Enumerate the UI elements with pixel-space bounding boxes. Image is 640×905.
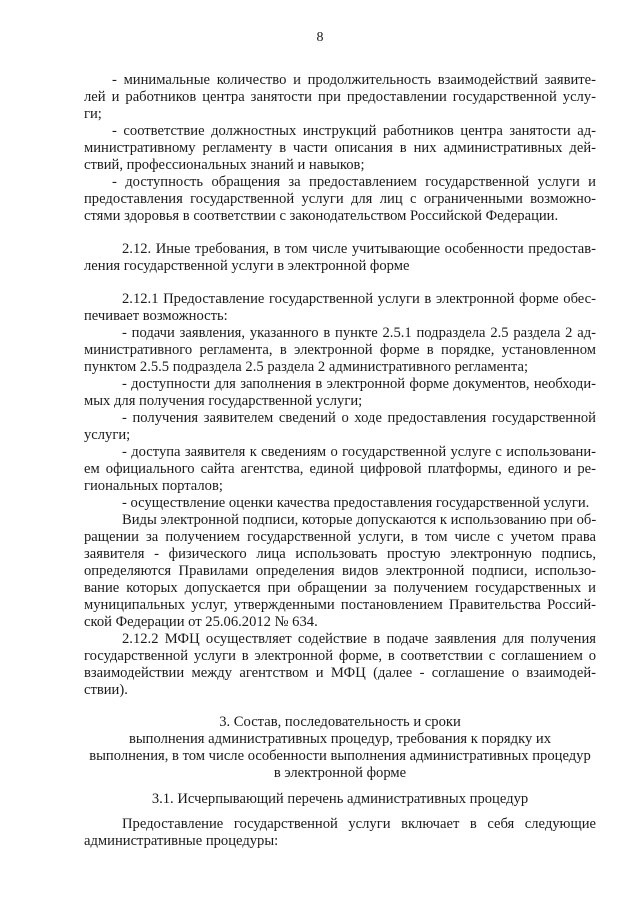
text-line: гиональных порталов; [84, 478, 223, 494]
chapter-heading-line: выполнения, в том числе особенности выполнения административных процедур [89, 748, 591, 764]
text-line: мых для получения государственной услуги; [84, 393, 363, 409]
text-line: - подачи заявления, указанного в пункте 2.5.1 подраздела 2.5 раздела 2 ад- [122, 325, 596, 341]
text-line: ем официального сайта агентства, единой цифровой платформы, единого и ре- [84, 461, 596, 477]
text-line: - осуществление оценки качества предоставления государственной услуги. [122, 495, 590, 511]
text-line: 2.12.1 Предоставление государственной услуги в электронной форме обес- [122, 291, 596, 307]
text-line: ствий, профессиональных знаний и навыков; [84, 157, 365, 173]
text-line: - получения заявителем сведений о ходе предоставления государственной [122, 410, 596, 426]
text-line: - доступности для заполнения в электронной форме документов, необходи- [122, 376, 596, 392]
text-line: стями здоровья в соответствии с законодательством Российской Федерации. [84, 208, 559, 224]
text-line: ствии). [84, 682, 128, 698]
text-line: взаимодействии между агентством и МФЦ (далее - соглашение о взаимодей- [84, 665, 596, 681]
text-line: ращении за получением государственной услуги, в том числе с учетом права [84, 529, 596, 545]
chapter-heading-line: выполнения административных процедур, требования к порядку их [128, 731, 552, 747]
page-number: 8 [316, 30, 324, 45]
text-line: лей и работников центра занятости при предоставлении государственной услу- [84, 89, 596, 105]
text-line: государственной услуги в электронной форме, в соответствии с соглашением о [84, 648, 596, 664]
text-line: министративному регламенту в части описания в них административных дей- [84, 140, 596, 156]
section-heading-line: ления государственной услуги в электронной форме [84, 258, 410, 274]
section-heading-line: 2.12. Иные требования, в том числе учитывающие особенности предостав- [122, 241, 596, 257]
text-line: - соответствие должностных инструкций работников центра занятости ад- [112, 123, 596, 139]
text-line: услуги; [84, 427, 131, 443]
text-line: муниципальных услуг, утвержденными постановлением Правительства Россий- [84, 597, 596, 613]
text-line: министративного регламента, в электронной форме в порядке, установленном [84, 342, 596, 358]
subsection-heading: 3.1. Исчерпывающий перечень административных процедур [151, 791, 529, 807]
text-line: предоставления государственной услуги для лиц с ограниченными возможно- [84, 191, 596, 207]
text-line: ги; [84, 106, 102, 122]
text-line: административные процедуры: [84, 833, 279, 849]
text-line: - доступность обращения за предоставлением государственной услуги и [112, 174, 596, 190]
text-line: заявителя - физического лица использовать простую электронную подпись, [84, 546, 596, 562]
text-line: Виды электронной подписи, которые допускаются к использованию при об- [122, 512, 597, 528]
text-line: вание которых допускается при обращении за получением государственных и [84, 580, 596, 596]
text-line: определяются Правилами определения видов электронной подписи, использо- [84, 563, 596, 579]
chapter-heading-line: в электронной форме [273, 765, 407, 781]
text-line: ской Федерации от 25.06.2012 № 634. [84, 614, 318, 630]
text-line: печивает возможность: [84, 308, 228, 324]
text-line: Предоставление государственной услуги включает в себя следующие [122, 816, 596, 832]
chapter-heading-line: 3. Состав, последовательность и сроки [219, 714, 461, 730]
text-line: - доступа заявителя к сведениям о государственной услуге с использовани- [122, 444, 596, 460]
text-line: пунктом 2.5.5 подраздела 2.5 раздела 2 административного регламента; [84, 359, 528, 375]
text-line: 2.12.2 МФЦ осуществляет содействие в подаче заявления для получения [122, 631, 596, 647]
text-line: - минимальные количество и продолжительность взаимодействий заявите- [112, 72, 596, 88]
